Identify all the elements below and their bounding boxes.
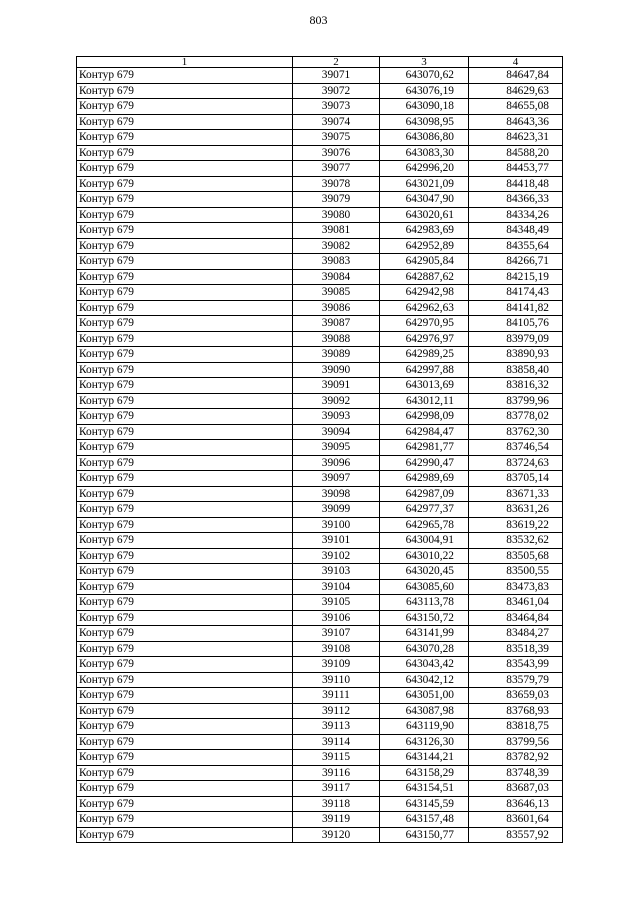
point-number-cell: 39112 <box>293 703 380 719</box>
y-coordinate-cell: 83748,39 <box>469 765 563 781</box>
contour-name-cell: Контур 679 <box>77 455 293 471</box>
y-coordinate-cell: 84643,36 <box>469 114 563 130</box>
point-number-cell: 39117 <box>293 781 380 797</box>
contour-name-cell: Контур 679 <box>77 750 293 766</box>
contour-name-cell: Контур 679 <box>77 796 293 812</box>
x-coordinate-cell: 642905,84 <box>380 254 469 270</box>
point-number-cell: 39108 <box>293 641 380 657</box>
x-coordinate-cell: 643154,51 <box>380 781 469 797</box>
y-coordinate-cell: 83659,03 <box>469 688 563 704</box>
table-row <box>77 626 563 642</box>
y-coordinate-cell: 83473,83 <box>469 579 563 595</box>
contour-name-cell: Контур 679 <box>77 238 293 254</box>
contour-name-cell: Контур 679 <box>77 564 293 580</box>
table-row <box>77 161 563 177</box>
x-coordinate-cell: 643150,77 <box>380 827 469 843</box>
point-number-cell: 39116 <box>293 765 380 781</box>
x-coordinate-cell: 642887,62 <box>380 269 469 285</box>
y-coordinate-cell: 83724,63 <box>469 455 563 471</box>
x-coordinate-cell: 642997,88 <box>380 362 469 378</box>
table-row <box>77 207 563 223</box>
contour-name-cell: Контур 679 <box>77 610 293 626</box>
x-coordinate-cell: 643090,18 <box>380 99 469 115</box>
x-coordinate-cell: 643051,00 <box>380 688 469 704</box>
x-coordinate-cell: 643042,12 <box>380 672 469 688</box>
x-coordinate-cell: 642970,95 <box>380 316 469 332</box>
x-coordinate-cell: 643020,45 <box>380 564 469 580</box>
point-number-cell: 39094 <box>293 424 380 440</box>
contour-name-cell: Контур 679 <box>77 626 293 642</box>
y-coordinate-cell: 83518,39 <box>469 641 563 657</box>
y-coordinate-cell: 83762,30 <box>469 424 563 440</box>
table-row <box>77 703 563 719</box>
x-coordinate-cell: 643113,78 <box>380 595 469 611</box>
point-number-cell: 39107 <box>293 626 380 642</box>
point-number-cell: 39110 <box>293 672 380 688</box>
table-row <box>77 378 563 394</box>
point-number-cell: 39090 <box>293 362 380 378</box>
contour-name-cell: Контур 679 <box>77 517 293 533</box>
point-number-cell: 39120 <box>293 827 380 843</box>
x-coordinate-cell: 643083,30 <box>380 145 469 161</box>
table-row <box>77 440 563 456</box>
contour-name-cell: Контур 679 <box>77 641 293 657</box>
contour-name-cell: Контур 679 <box>77 161 293 177</box>
contour-name-cell: Контур 679 <box>77 409 293 425</box>
table-row <box>77 192 563 208</box>
contour-name-cell: Контур 679 <box>77 223 293 239</box>
y-coordinate-cell: 83631,26 <box>469 502 563 518</box>
x-coordinate-cell: 642942,98 <box>380 285 469 301</box>
y-coordinate-cell: 84453,77 <box>469 161 563 177</box>
column-header-4: 4 <box>469 57 563 68</box>
table-row <box>77 347 563 363</box>
x-coordinate-cell: 643004,91 <box>380 533 469 549</box>
page-number: 803 <box>309 13 328 27</box>
table-row <box>77 269 563 285</box>
table-row <box>77 502 563 518</box>
x-coordinate-cell: 643043,42 <box>380 657 469 673</box>
point-number-cell: 39104 <box>293 579 380 595</box>
table-row <box>77 781 563 797</box>
x-coordinate-cell: 642996,20 <box>380 161 469 177</box>
contour-name-cell: Контур 679 <box>77 192 293 208</box>
y-coordinate-cell: 84348,49 <box>469 223 563 239</box>
x-coordinate-cell: 642962,63 <box>380 300 469 316</box>
y-coordinate-cell: 83532,62 <box>469 533 563 549</box>
x-coordinate-cell: 643047,90 <box>380 192 469 208</box>
table-row <box>77 362 563 378</box>
table-row <box>77 688 563 704</box>
table-row <box>77 657 563 673</box>
point-number-cell: 39072 <box>293 83 380 99</box>
contour-name-cell: Контур 679 <box>77 347 293 363</box>
point-number-cell: 39103 <box>293 564 380 580</box>
contour-name-cell: Контур 679 <box>77 595 293 611</box>
point-number-cell: 39105 <box>293 595 380 611</box>
x-coordinate-cell: 642977,37 <box>380 502 469 518</box>
contour-name-cell: Контур 679 <box>77 176 293 192</box>
table-row <box>77 548 563 564</box>
point-number-cell: 39084 <box>293 269 380 285</box>
point-number-cell: 39093 <box>293 409 380 425</box>
point-number-cell: 39092 <box>293 393 380 409</box>
x-coordinate-cell: 643144,21 <box>380 750 469 766</box>
table-row <box>77 610 563 626</box>
table-row <box>77 114 563 130</box>
y-coordinate-cell: 83461,04 <box>469 595 563 611</box>
point-number-cell: 39115 <box>293 750 380 766</box>
x-coordinate-cell: 642976,97 <box>380 331 469 347</box>
contour-name-cell: Контур 679 <box>77 83 293 99</box>
contour-name-cell: Контур 679 <box>77 533 293 549</box>
contour-name-cell: Контур 679 <box>77 688 293 704</box>
y-coordinate-cell: 83858,40 <box>469 362 563 378</box>
point-number-cell: 39074 <box>293 114 380 130</box>
y-coordinate-cell: 83671,33 <box>469 486 563 502</box>
y-coordinate-cell: 83464,84 <box>469 610 563 626</box>
point-number-cell: 39113 <box>293 719 380 735</box>
point-number-cell: 39102 <box>293 548 380 564</box>
table-row <box>77 83 563 99</box>
point-number-cell: 39080 <box>293 207 380 223</box>
contour-name-cell: Контур 679 <box>77 285 293 301</box>
coordinates-table <box>76 56 563 843</box>
point-number-cell: 39086 <box>293 300 380 316</box>
point-number-cell: 39085 <box>293 285 380 301</box>
y-coordinate-cell: 84588,20 <box>469 145 563 161</box>
contour-name-cell: Контур 679 <box>77 486 293 502</box>
contour-name-cell: Контур 679 <box>77 331 293 347</box>
x-coordinate-cell: 643021,09 <box>380 176 469 192</box>
point-number-cell: 39081 <box>293 223 380 239</box>
contour-name-cell: Контур 679 <box>77 719 293 735</box>
x-coordinate-cell: 642981,77 <box>380 440 469 456</box>
contour-name-cell: Контур 679 <box>77 579 293 595</box>
x-coordinate-cell: 643020,61 <box>380 207 469 223</box>
point-number-cell: 39106 <box>293 610 380 626</box>
y-coordinate-cell: 84141,82 <box>469 300 563 316</box>
y-coordinate-cell: 83705,14 <box>469 471 563 487</box>
x-coordinate-cell: 643076,19 <box>380 83 469 99</box>
contour-name-cell: Контур 679 <box>77 362 293 378</box>
y-coordinate-cell: 83505,68 <box>469 548 563 564</box>
point-number-cell: 39097 <box>293 471 380 487</box>
x-coordinate-cell: 642989,25 <box>380 347 469 363</box>
y-coordinate-cell: 84366,33 <box>469 192 563 208</box>
table-row <box>77 68 563 84</box>
contour-name-cell: Контур 679 <box>77 734 293 750</box>
point-number-cell: 39101 <box>293 533 380 549</box>
contour-name-cell: Контур 679 <box>77 672 293 688</box>
y-coordinate-cell: 84105,76 <box>469 316 563 332</box>
y-coordinate-cell: 83782,92 <box>469 750 563 766</box>
point-number-cell: 39091 <box>293 378 380 394</box>
contour-name-cell: Контур 679 <box>77 269 293 285</box>
x-coordinate-cell: 643070,28 <box>380 641 469 657</box>
table-row <box>77 486 563 502</box>
table-row <box>77 145 563 161</box>
point-number-cell: 39095 <box>293 440 380 456</box>
y-coordinate-cell: 83543,99 <box>469 657 563 673</box>
y-coordinate-cell: 84266,71 <box>469 254 563 270</box>
point-number-cell: 39119 <box>293 812 380 828</box>
point-number-cell: 39099 <box>293 502 380 518</box>
point-number-cell: 39075 <box>293 130 380 146</box>
y-coordinate-cell: 83979,09 <box>469 331 563 347</box>
y-coordinate-cell: 84334,26 <box>469 207 563 223</box>
table-row <box>77 471 563 487</box>
y-coordinate-cell: 84418,48 <box>469 176 563 192</box>
table-row <box>77 424 563 440</box>
x-coordinate-cell: 642984,47 <box>380 424 469 440</box>
table-row <box>77 455 563 471</box>
table-row <box>77 533 563 549</box>
x-coordinate-cell: 643126,30 <box>380 734 469 750</box>
y-coordinate-cell: 84647,84 <box>469 68 563 84</box>
table-row <box>77 765 563 781</box>
contour-name-cell: Контур 679 <box>77 703 293 719</box>
point-number-cell: 39100 <box>293 517 380 533</box>
table-row <box>77 827 563 843</box>
x-coordinate-cell: 643010,22 <box>380 548 469 564</box>
point-number-cell: 39073 <box>293 99 380 115</box>
contour-name-cell: Контур 679 <box>77 393 293 409</box>
y-coordinate-cell: 83687,03 <box>469 781 563 797</box>
table-row <box>77 176 563 192</box>
contour-name-cell: Контур 679 <box>77 471 293 487</box>
point-number-cell: 39078 <box>293 176 380 192</box>
x-coordinate-cell: 643141,99 <box>380 626 469 642</box>
x-coordinate-cell: 642998,09 <box>380 409 469 425</box>
y-coordinate-cell: 83579,79 <box>469 672 563 688</box>
x-coordinate-cell: 643085,60 <box>380 579 469 595</box>
contour-name-cell: Контур 679 <box>77 300 293 316</box>
x-coordinate-cell: 643158,29 <box>380 765 469 781</box>
x-coordinate-cell: 642990,47 <box>380 455 469 471</box>
contour-name-cell: Контур 679 <box>77 378 293 394</box>
table-row <box>77 238 563 254</box>
y-coordinate-cell: 83646,13 <box>469 796 563 812</box>
y-coordinate-cell: 83890,93 <box>469 347 563 363</box>
x-coordinate-cell: 642983,69 <box>380 223 469 239</box>
x-coordinate-cell: 643070,62 <box>380 68 469 84</box>
contour-name-cell: Контур 679 <box>77 502 293 518</box>
contour-name-cell: Контур 679 <box>77 424 293 440</box>
point-number-cell: 39079 <box>293 192 380 208</box>
point-number-cell: 39114 <box>293 734 380 750</box>
x-coordinate-cell: 643157,48 <box>380 812 469 828</box>
point-number-cell: 39088 <box>293 331 380 347</box>
y-coordinate-cell: 83619,22 <box>469 517 563 533</box>
y-coordinate-cell: 83746,54 <box>469 440 563 456</box>
x-coordinate-cell: 643098,95 <box>380 114 469 130</box>
table-row <box>77 254 563 270</box>
contour-name-cell: Контур 679 <box>77 827 293 843</box>
point-number-cell: 39089 <box>293 347 380 363</box>
table-row <box>77 409 563 425</box>
y-coordinate-cell: 83484,27 <box>469 626 563 642</box>
table-row <box>77 393 563 409</box>
point-number-cell: 39087 <box>293 316 380 332</box>
y-coordinate-cell: 83601,64 <box>469 812 563 828</box>
table-row <box>77 672 563 688</box>
x-coordinate-cell: 643150,72 <box>380 610 469 626</box>
x-coordinate-cell: 642952,89 <box>380 238 469 254</box>
table-row <box>77 564 563 580</box>
contour-name-cell: Контур 679 <box>77 207 293 223</box>
y-coordinate-cell: 83768,93 <box>469 703 563 719</box>
y-coordinate-cell: 83818,75 <box>469 719 563 735</box>
x-coordinate-cell: 643087,98 <box>380 703 469 719</box>
y-coordinate-cell: 84655,08 <box>469 99 563 115</box>
table-row <box>77 595 563 611</box>
table-row <box>77 750 563 766</box>
y-coordinate-cell: 83778,02 <box>469 409 563 425</box>
x-coordinate-cell: 643012,11 <box>380 393 469 409</box>
column-header-3: 3 <box>380 57 469 68</box>
contour-name-cell: Контур 679 <box>77 145 293 161</box>
contour-name-cell: Контур 679 <box>77 254 293 270</box>
point-number-cell: 39109 <box>293 657 380 673</box>
x-coordinate-cell: 643119,90 <box>380 719 469 735</box>
point-number-cell: 39071 <box>293 68 380 84</box>
contour-name-cell: Контур 679 <box>77 440 293 456</box>
contour-name-cell: Контур 679 <box>77 548 293 564</box>
table-row <box>77 223 563 239</box>
y-coordinate-cell: 83799,56 <box>469 734 563 750</box>
table-row <box>77 734 563 750</box>
contour-name-cell: Контур 679 <box>77 99 293 115</box>
table-body <box>77 68 563 843</box>
table-row <box>77 517 563 533</box>
contour-name-cell: Контур 679 <box>77 657 293 673</box>
x-coordinate-cell: 642989,69 <box>380 471 469 487</box>
x-coordinate-cell: 642987,09 <box>380 486 469 502</box>
y-coordinate-cell: 84629,63 <box>469 83 563 99</box>
x-coordinate-cell: 643013,69 <box>380 378 469 394</box>
table-row <box>77 316 563 332</box>
contour-name-cell: Контур 679 <box>77 114 293 130</box>
y-coordinate-cell: 83557,92 <box>469 827 563 843</box>
contour-name-cell: Контур 679 <box>77 812 293 828</box>
point-number-cell: 39077 <box>293 161 380 177</box>
table-row <box>77 130 563 146</box>
table-row <box>77 796 563 812</box>
x-coordinate-cell: 643086,80 <box>380 130 469 146</box>
point-number-cell: 39118 <box>293 796 380 812</box>
table-row <box>77 99 563 115</box>
point-number-cell: 39098 <box>293 486 380 502</box>
table-row <box>77 331 563 347</box>
point-number-cell: 39096 <box>293 455 380 471</box>
y-coordinate-cell: 84623,31 <box>469 130 563 146</box>
point-number-cell: 39082 <box>293 238 380 254</box>
contour-name-cell: Контур 679 <box>77 316 293 332</box>
header-row <box>77 57 563 68</box>
table-row <box>77 579 563 595</box>
column-header-1: 1 <box>77 57 293 68</box>
point-number-cell: 39083 <box>293 254 380 270</box>
y-coordinate-cell: 84174,43 <box>469 285 563 301</box>
table-row <box>77 719 563 735</box>
y-coordinate-cell: 83500,55 <box>469 564 563 580</box>
table-row <box>77 285 563 301</box>
contour-name-cell: Контур 679 <box>77 68 293 84</box>
point-number-cell: 39076 <box>293 145 380 161</box>
y-coordinate-cell: 84215,19 <box>469 269 563 285</box>
y-coordinate-cell: 83799,96 <box>469 393 563 409</box>
point-number-cell: 39111 <box>293 688 380 704</box>
contour-name-cell: Контур 679 <box>77 765 293 781</box>
y-coordinate-cell: 83816,32 <box>469 378 563 394</box>
table-row <box>77 641 563 657</box>
y-coordinate-cell: 84355,64 <box>469 238 563 254</box>
contour-name-cell: Контур 679 <box>77 130 293 146</box>
table-row <box>77 300 563 316</box>
column-header-2: 2 <box>293 57 380 68</box>
table-row <box>77 812 563 828</box>
x-coordinate-cell: 643145,59 <box>380 796 469 812</box>
x-coordinate-cell: 642965,78 <box>380 517 469 533</box>
contour-name-cell: Контур 679 <box>77 781 293 797</box>
